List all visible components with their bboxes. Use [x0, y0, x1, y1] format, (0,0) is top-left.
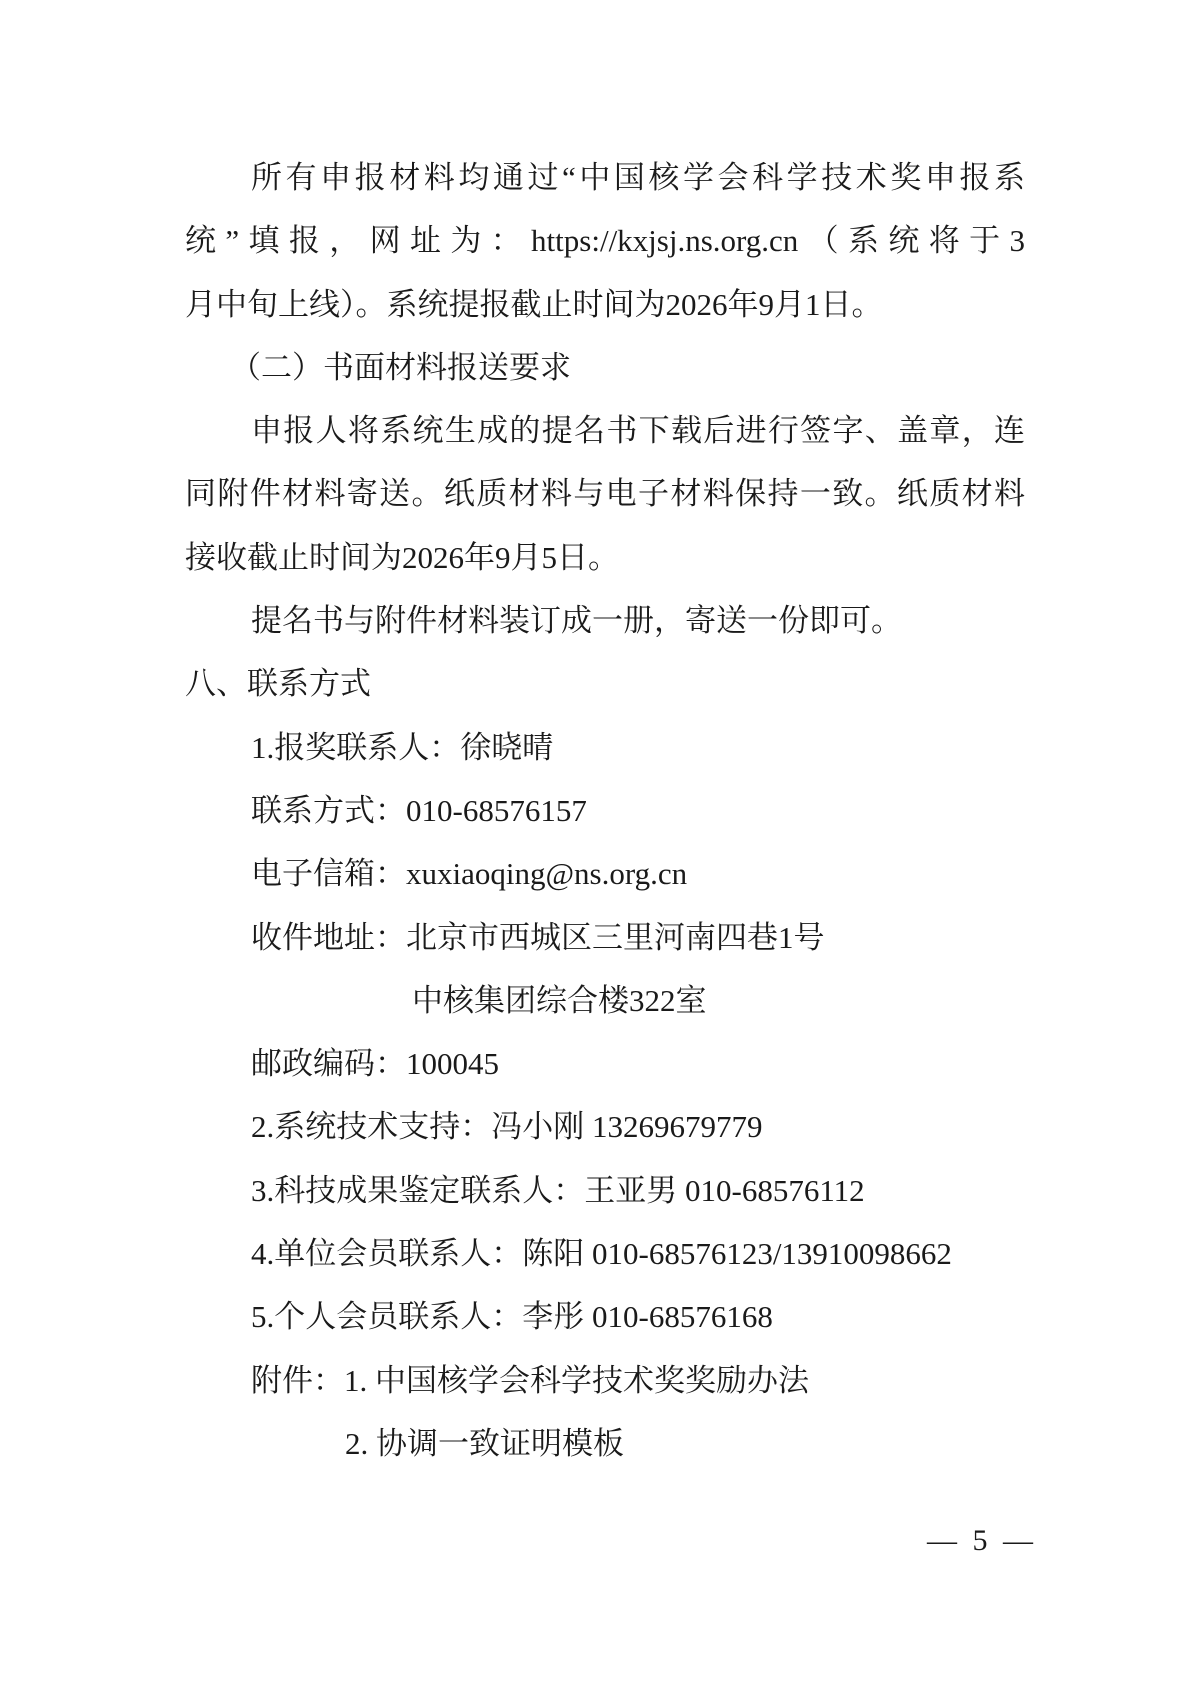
attachment-item-1: 附件：1. 中国核学会科学技术奖奖励办法	[251, 1362, 809, 1398]
text-line: 接收截止时间为2026年9月5日。	[185, 539, 619, 575]
appraisal-contact: 3.科技成果鉴定联系人：王亚男 010-68576112	[251, 1172, 865, 1208]
unit-member-contact: 4.单位会员联系人：陈阳 010-68576123/13910098662	[251, 1236, 952, 1272]
individual-member-contact: 5.个人会员联系人：李彤 010-68576168	[251, 1299, 773, 1335]
tech-support-contact: 2.系统技术支持：冯小刚 13269679779	[251, 1109, 763, 1145]
text-line: 申报人将系统生成的提名书下载后进行签字、盖章，连	[251, 413, 1025, 449]
text-line: 月中旬上线）。系统提报截止时间为2026年9月1日。	[185, 286, 883, 322]
mailing-address: 收件地址：北京市西城区三里河南四巷1号	[251, 919, 825, 955]
section-heading: （二）书面材料报送要求	[230, 349, 571, 385]
text-line: 所有申报材料均通过“中国核学会科学技术奖申报系	[251, 160, 1025, 195]
attachment-item-2: 2. 协调一致证明模板	[345, 1425, 624, 1461]
mailing-address-line2: 中核集团综合楼322室	[412, 982, 707, 1018]
text-line: 统”填报，网址为：https://kxjsj.ns.org.cn（系统将于3	[185, 223, 1025, 259]
contact-email: 电子信箱：xuxiaoqing@ns.org.cn	[251, 856, 688, 892]
contact-heading: 八、联系方式	[185, 666, 371, 702]
award-contact: 1.报奖联系人：徐晓晴	[251, 729, 554, 765]
postcode: 邮政编码：100045	[251, 1046, 499, 1082]
paragraph-binding: 提名书与附件材料装订成一册，寄送一份即可。	[251, 603, 902, 639]
contact-phone: 联系方式：010-68576157	[251, 792, 587, 828]
text-line: 同附件材料寄送。纸质材料与电子材料保持一致。纸质材料	[185, 476, 1025, 512]
paragraph-submission	[0, 146, 1200, 209]
document-page	[0, 146, 1200, 1475]
page-number: — 5 —	[927, 1524, 1037, 1557]
